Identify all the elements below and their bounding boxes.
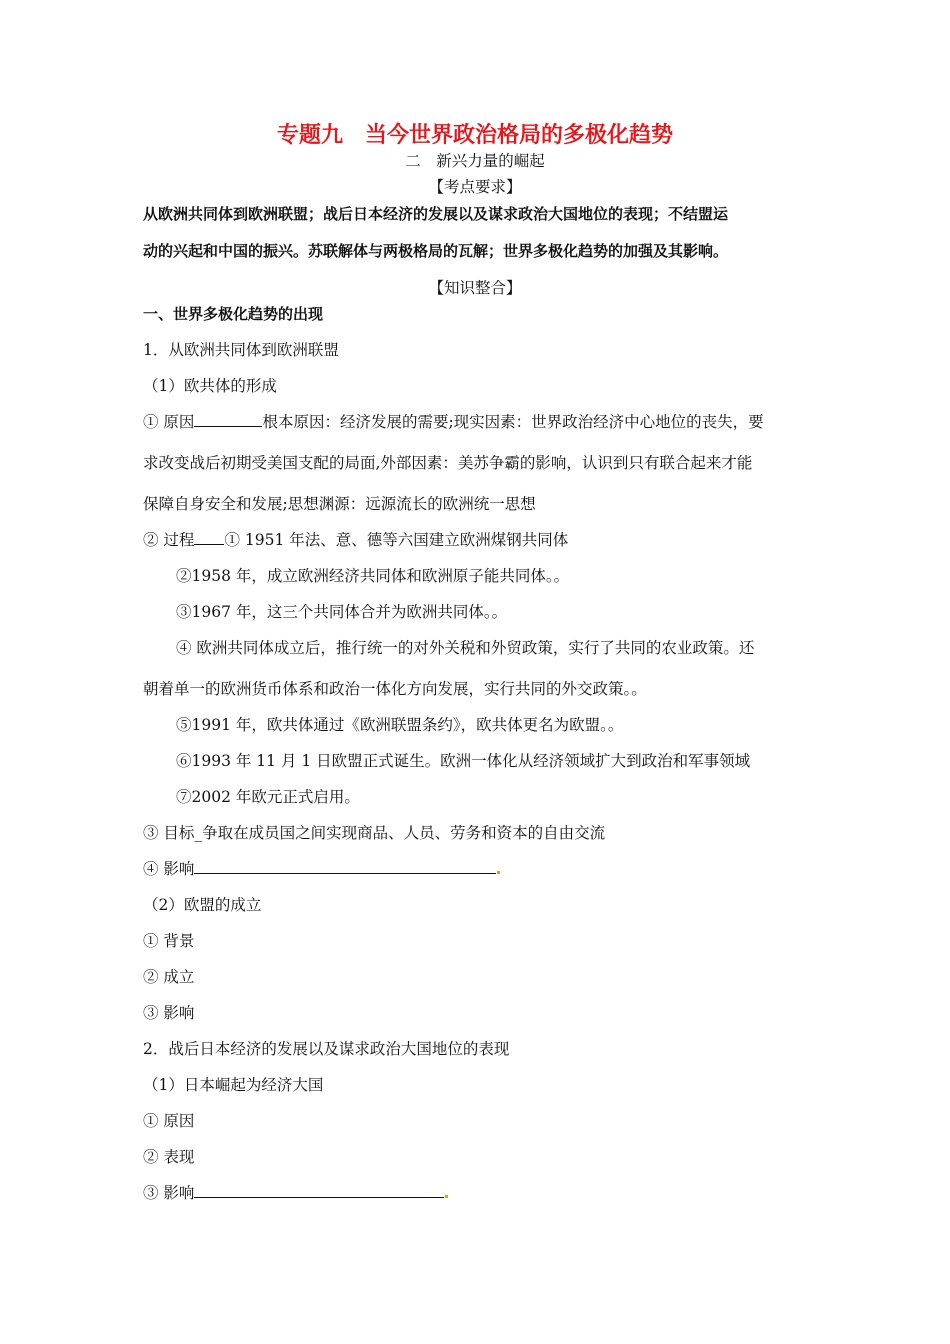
section-knowledge-heading: 【知识整合】: [428, 279, 522, 297]
blank-line: [194, 1183, 444, 1198]
blank-line: [194, 412, 262, 427]
eu-background: ① 背景: [143, 932, 195, 950]
process-label: ② 过程: [143, 531, 195, 549]
section-requirements-heading: 【考点要求】: [428, 178, 522, 196]
jp-cause: ① 原因: [143, 1112, 195, 1130]
process-item-3: ③1967 年，这三个共同体合并为欧洲共同体。。: [176, 603, 508, 621]
influence-label: ④ 影响: [143, 860, 195, 878]
blank-line: [194, 530, 224, 545]
requirements-line-1: 从欧洲共同体到欧洲联盟；战后日本经济的发展以及谋求政治大国地位的表现；不结盟运: [143, 205, 729, 223]
item-1: 1．从欧洲共同体到欧洲联盟: [143, 341, 339, 359]
cause-text: 根本原因：经济发展的需要;现实因素：世界政治经济中心地位的丧失，要: [262, 413, 764, 431]
requirements-line-2: 动的兴起和中国的振兴。苏联解体与两极格局的瓦解；世界多极化趋势的加强及其影响。: [143, 242, 729, 260]
process-item-6: ⑥1993 年 11 月 1 日欧盟正式诞生。欧洲一体化从经济领域扩大到政治和军事领域: [176, 752, 751, 770]
cause-row: [143, 412, 764, 432]
eu-influence: ③ 影响: [143, 1004, 195, 1022]
item-1-2: （2）欧盟的成立: [143, 896, 262, 914]
item-2-1: （1）日本崛起为经济大国: [143, 1076, 324, 1094]
process-item-4b: 朝着单一的欧洲货币体系和政治一体化方向发展，实行共同的外交政策。。: [143, 680, 647, 698]
influence-row: [143, 859, 500, 879]
jp-influence-label: ③ 影响: [143, 1184, 195, 1202]
eu-establish: ② 成立: [143, 968, 195, 986]
cause-line-2: 求改变战后初期受美国支配的局面,外部因素：美苏争霸的影响，认识到只有联合起来才能: [143, 454, 753, 472]
process-item-2: ②1958 年，成立欧洲经济共同体和欧洲原子能共同体。。: [176, 567, 570, 585]
page-subtitle: 二 新兴力量的崛起: [405, 152, 545, 170]
item-1-1: （1）欧共体的形成: [143, 377, 277, 395]
process-item-4a: ④ 欧洲共同体成立后，推行统一的对外关税和外贸政策，实行了共同的农业政策。还: [176, 639, 755, 657]
heading-1: 一、世界多极化趋势的出现: [143, 305, 324, 323]
process-row: [143, 530, 568, 550]
page-title: 专题九 当今世界政治格局的多极化趋势: [276, 123, 673, 148]
item-2: 2．战后日本经济的发展以及谋求政治大国地位的表现: [143, 1040, 510, 1058]
process-item-5: ⑤1991 年，欧共体通过《欧洲联盟条约》，欧共体更名为欧盟。。: [176, 716, 624, 734]
mark-dot: [445, 1195, 448, 1198]
cause-line-3: 保障自身安全和发展;思想渊源：远源流长的欧洲统一思想: [143, 495, 536, 513]
mark-dot: [497, 871, 500, 874]
process-item-1: ① 1951 年法、意、德等六国建立欧洲煤钢共同体: [224, 531, 569, 549]
jp-influence-row: [143, 1183, 448, 1203]
jp-show: ② 表现: [143, 1148, 195, 1166]
cause-label: ① 原因: [143, 413, 195, 431]
process-item-7: ⑦2002 年欧元正式启用。: [176, 788, 360, 806]
blank-line: [194, 859, 496, 874]
goal: ③ 目标_争取在成员国之间实现商品、人员、劳务和资本的自由交流: [143, 824, 606, 842]
